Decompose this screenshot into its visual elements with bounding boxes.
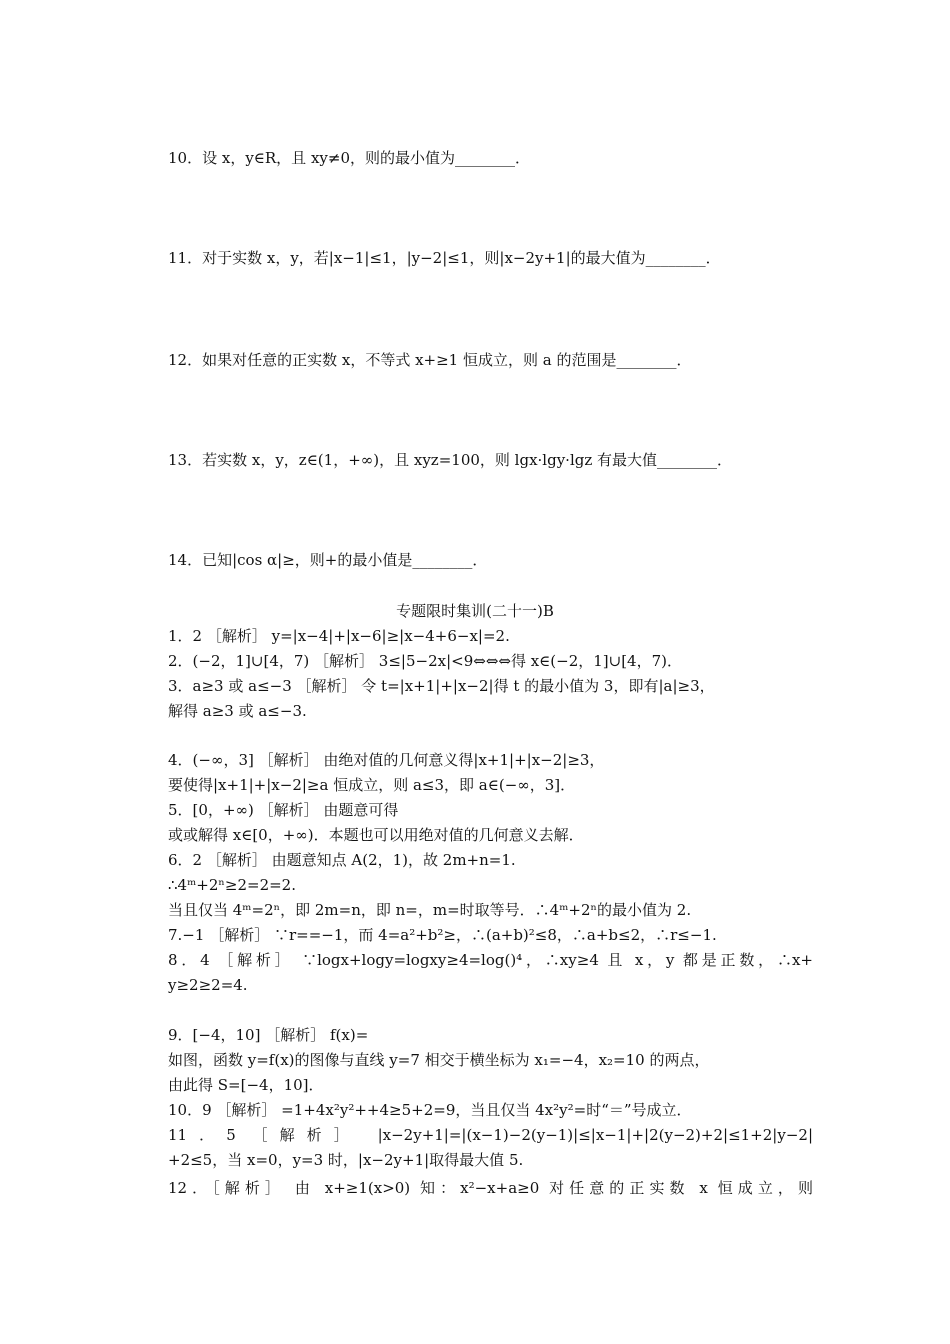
answer-line: ∴4ᵐ+2ⁿ≥2=2=2.: [168, 876, 296, 894]
answer-line: +2≤5，当 x=0，y=3 时，|x−2y+1|取得最大值 5.: [168, 1151, 524, 1169]
answer-line: 4．(−∞，3] ［解析］ 由绝对值的几何意义得|x+1|+|x−2|≥3，: [168, 751, 605, 769]
answer-line: 11．5 ［解析］ |x−2y+1|=|(x−1)−2(y−1)|≤|x−1|+|2(y−2)+2|≤1+2|y−2|: [168, 1126, 813, 1144]
answer-line: 7.−1 ［解析］ ∵r==−1，而 4=a²+b²≥，∴(a+b)²≤8，∴a+b≤2，∴r≤−1.: [168, 926, 717, 944]
question-12: 12．如果对任意的正实数 x，不等式 x+≥1 恒成立，则 a 的范围是________．: [168, 351, 692, 369]
answer-line: 8．4 ［解析］ ∵logx+logy=logxy≥4=log()⁴，∴xy≥4 且 x，y 都是正数，∴x+: [168, 951, 813, 969]
question-13: 13．若实数 x，y，z∈(1，+∞)，且 xyz=100，则 lgx·lgy·lgz 有最大值________．: [168, 451, 733, 469]
answer-line: 解得 a≥3 或 a≤−3.: [168, 702, 307, 720]
answer-line: 由此得 S=[−4，10]．: [168, 1076, 324, 1094]
question-14: 14．已知|cos α|≥，则+的最小值是________．: [168, 551, 488, 569]
answer-line: 10．9 ［解析］ =1+4x²y²++4≥5+2=9，当且仅当 4x²y²=时“＝”号成立．: [168, 1101, 692, 1119]
answer-line: 12．［解析］ 由 x+≥1(x>0) 知：x²−x+a≥0 对任意的正实数 x 恒成立，则: [168, 1179, 813, 1197]
answer-line: 5．[0，+∞) ［解析］ 由题意可得: [168, 801, 399, 819]
answer-line: 1．2 ［解析］ y=|x−4|+|x−6|≥|x−4+6−x|=2.: [168, 627, 510, 645]
question-11: 11．对于实数 x，y，若|x−1|≤1，|y−2|≤1，则|x−2y+1|的最大值为________．: [168, 249, 721, 267]
answer-line: 或或解得 x∈[0，+∞)．本题也可以用绝对值的几何意义去解．: [168, 826, 584, 844]
answer-line: 3．a≥3 或 a≤−3 ［解析］ 令 t=|x+1|+|x−2|得 t 的最小值为 3，即有|a|≥3，: [168, 677, 715, 695]
answer-line: y≥2≥2=4.: [168, 976, 248, 994]
answer-line: 9．[−4，10] ［解析］ f(x)=: [168, 1026, 369, 1044]
answer-line: 要使得|x+1|+|x−2|≥a 恒成立，则 a≤3，即 a∈(−∞，3]．: [168, 776, 576, 794]
answers-title: 专题限时集训(二十一)B: [396, 602, 554, 620]
question-10: 10．设 x，y∈R，且 xy≠0，则的最小值为________．: [168, 149, 531, 167]
answer-line: 2．(−2，1]∪[4，7) ［解析］ 3≤|5−2x|<9⇔⇔⇔得 x∈(−2，1]∪[4，7)．: [168, 652, 683, 670]
answer-line: 6．2 ［解析］ 由题意知点 A(2，1)，故 2m+n=1.: [168, 851, 516, 869]
answer-line: 如图，函数 y=f(x)的图像与直线 y=7 相交于横坐标为 x₁=−4，x₂=10 的两点，: [168, 1051, 710, 1069]
answer-line: 当且仅当 4ᵐ=2ⁿ，即 2m=n，即 n=，m=时取等号．∴4ᵐ+2ⁿ的最小值为 2.: [168, 901, 692, 919]
